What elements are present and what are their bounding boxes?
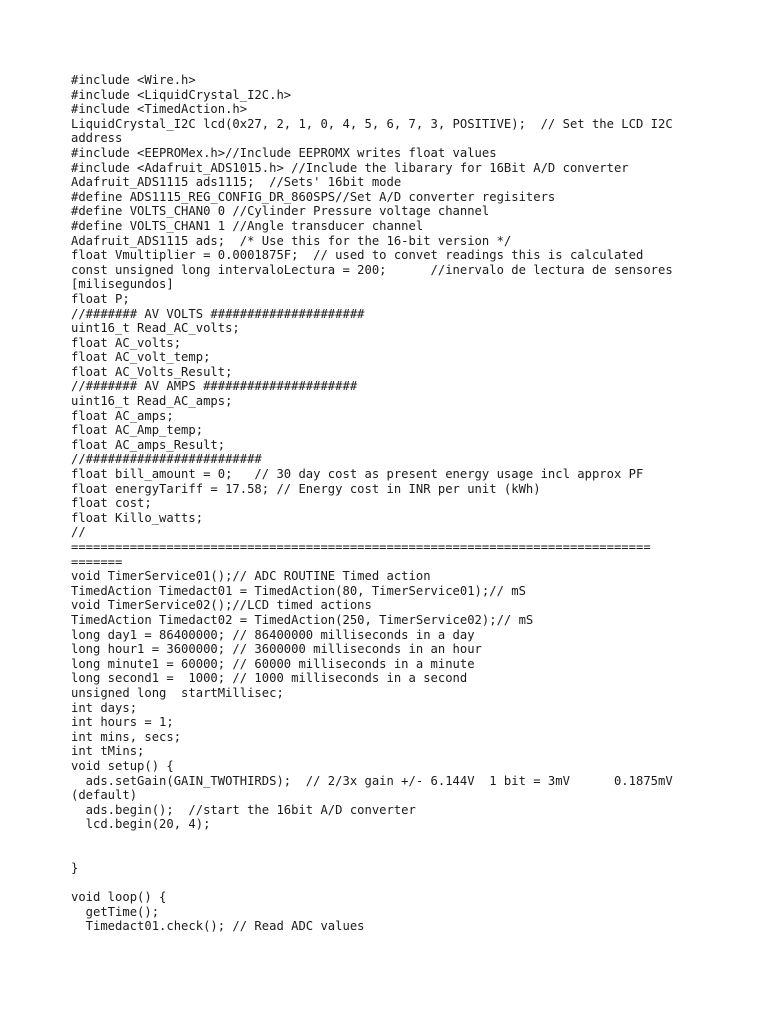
code-line: //####### AV AMPS ##################### — [71, 379, 358, 394]
code-line: void loop() { — [71, 890, 167, 905]
code-line: #include <EEPROMex.h>//Include EEPROMX writes float values — [71, 145, 497, 160]
code-line: float bill_amount = 0; // 30 day cost as present energy usage incl approx PF — [71, 467, 644, 482]
code-line: Adafruit_ADS1115 ads1115; //Sets' 16bit mode — [71, 175, 402, 190]
code-line: #include <Adafruit_ADS1015.h> //Include the libarary for 16Bit A/D converter — [71, 160, 629, 175]
code-line — [71, 832, 711, 847]
code-line: long second1 = 1000; // 1000 milliseconds in a second — [71, 671, 468, 686]
code-line: int days; — [71, 700, 138, 715]
code-line: float AC_volt_temp; — [71, 350, 211, 365]
code-line: void TimerService01();// ADC ROUTINE Timed action — [71, 569, 431, 584]
code-line: Adafruit_ADS1115 ads; /* Use this for the 16-bit version */ — [71, 233, 512, 248]
code-line: long hour1 = 3600000; // 3600000 milliseconds in an hour — [71, 642, 482, 657]
code-line: TimedAction Timedact02 = TimedAction(250, TimerService02);// mS — [71, 612, 534, 627]
code-line — [71, 876, 711, 891]
code-line: LiquidCrystal_I2C lcd(0x27, 2, 1, 0, 4, 5, 6, 7, 3, POSITIVE); // Set the LCD I2C — [71, 116, 673, 131]
code-line: lcd.begin(20, 4); — [71, 817, 211, 832]
code-line: // — [71, 525, 86, 540]
code-line: #include <Wire.h> — [71, 73, 196, 87]
code-line: const unsigned long intervaloLectura = 200; //inervalo de lectura de sensores — [71, 262, 673, 277]
code-line: [milisegundos] — [71, 277, 174, 292]
code-line: ads.setGain(GAIN_TWOTHIRDS); // 2/3x gain +/- 6.144V 1 bit = 3mV 0.1875mV — [71, 773, 673, 788]
code-line: ======= — [71, 554, 123, 569]
code-line: //####### AV VOLTS ##################### — [71, 306, 365, 321]
code-line: int hours = 1; — [71, 715, 174, 730]
code-line: uint16_t Read_AC_volts; — [71, 321, 240, 336]
code-line — [71, 846, 711, 861]
code-line: float AC_Amp_temp; — [71, 423, 204, 438]
code-line: long day1 = 86400000; // 86400000 milliseconds in a day — [71, 627, 475, 642]
code-line: int tMins; — [71, 744, 145, 759]
code-line: #define ADS1115_REG_CONFIG_DR_860SPS//Set A/D converter regisiters — [71, 189, 556, 204]
code-line: float energyTariff = 17.58; // Energy cost in INR per unit (kWh) — [71, 481, 541, 496]
code-line: #include <LiquidCrystal_I2C.h> — [71, 87, 292, 102]
code-line: } — [71, 861, 79, 876]
code-line: unsigned long startMillisec; — [71, 685, 284, 700]
code-line: float Killo_watts; — [71, 510, 204, 525]
code-line: ads.begin(); //start the 16bit A/D converter — [71, 802, 416, 817]
code-line: float cost; — [71, 496, 152, 511]
code-line: =============================================================================== — [71, 540, 651, 554]
code-line: long minute1 = 60000; // 60000 milliseconds in a minute — [71, 656, 475, 671]
code-line: #include <TimedAction.h> — [71, 102, 248, 117]
code-line: float AC_Volts_Result; — [71, 364, 233, 379]
code-line: void setup() { — [71, 758, 174, 773]
code-line: #define VOLTS_CHAN0 0 //Cylinder Pressure voltage channel — [71, 204, 490, 219]
code-line: float Vmultiplier = 0.0001875F; // used to convet readings this is calculated — [71, 248, 644, 263]
code-line: (default) — [71, 788, 138, 803]
code-listing — [71, 73, 711, 934]
code-line: TimedAction Timedact01 = TimedAction(80, TimerService01);// mS — [71, 583, 526, 598]
code-line: address — [71, 131, 123, 146]
code-line: float P; — [71, 291, 130, 306]
code-line: #define VOLTS_CHAN1 1 //Angle transducer channel — [71, 218, 424, 233]
code-line: void TimerService02();//LCD timed actions — [71, 598, 372, 613]
code-line: Timedact01.check(); // Read ADC values — [71, 919, 365, 934]
code-line: uint16_t Read_AC_amps; — [71, 394, 233, 409]
code-line: float AC_amps_Result; — [71, 437, 226, 452]
code-line: float AC_volts; — [71, 335, 182, 350]
code-line: //######################## — [71, 452, 262, 467]
code-line: getTime(); — [71, 904, 160, 919]
code-line: int mins, secs; — [71, 729, 182, 744]
code-line: float AC_amps; — [71, 408, 174, 423]
